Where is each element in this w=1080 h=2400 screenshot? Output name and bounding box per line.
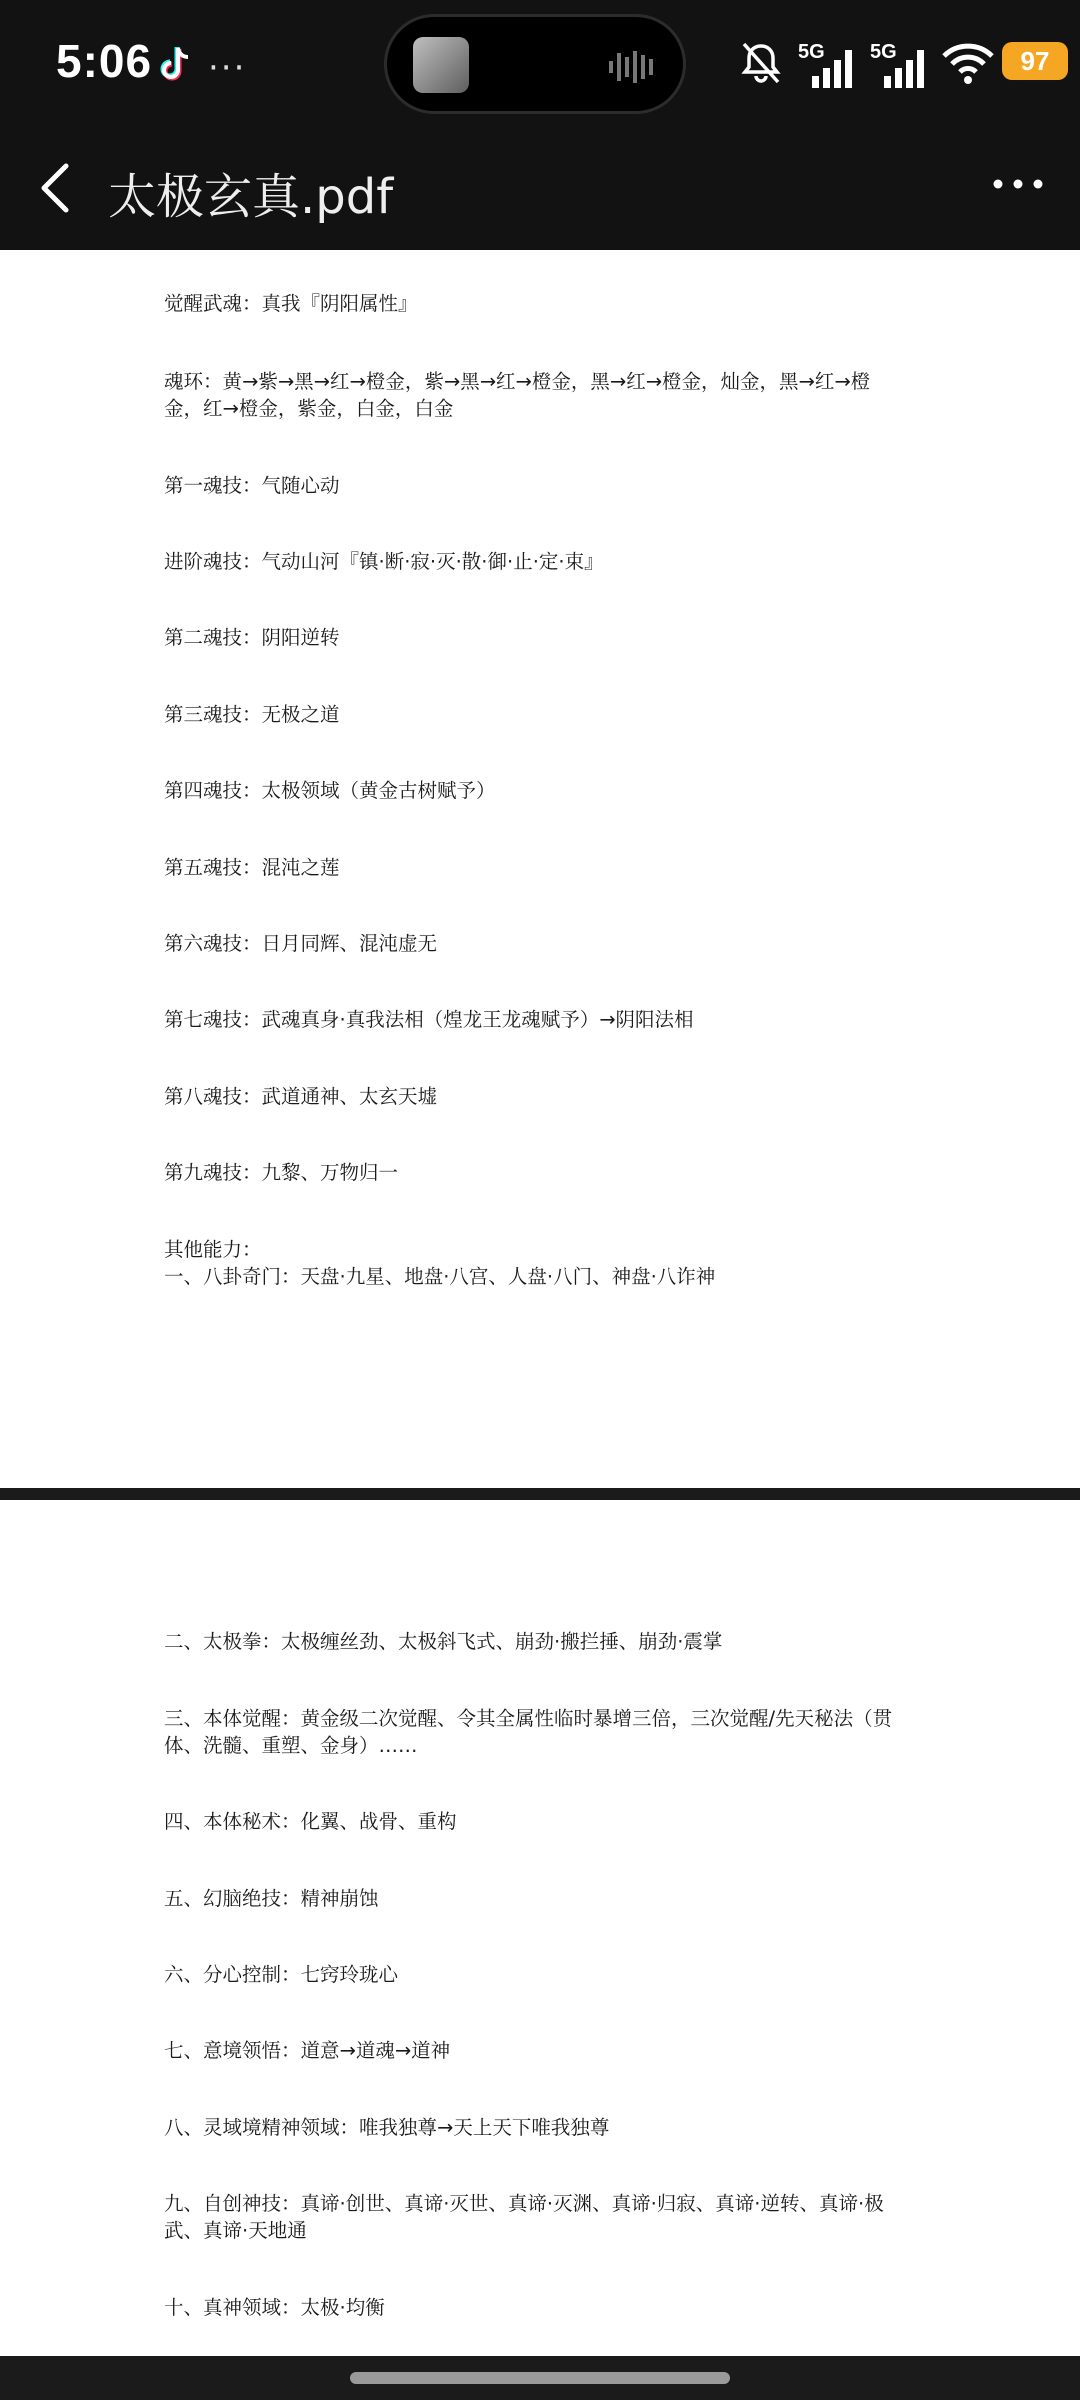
text-line: 第六魂技：日月同辉、混沌虚无 <box>164 932 438 955</box>
text-line: 第三魂技：无极之道 <box>164 703 340 726</box>
text-line: 第五魂技：混沌之莲 <box>164 856 340 879</box>
pdf-page-1[interactable] <box>0 250 1080 1488</box>
text-line: 其他能力： 一、八卦奇门：天盘·九星、地盘·八宫、人盘·八门、神盘·八诈神 <box>164 1238 716 1288</box>
text-line: 十、真神领域：太极·均衡 <box>164 2296 385 2319</box>
audio-wave-icon <box>607 47 655 87</box>
cellular-signal-icon <box>798 38 860 92</box>
text-line: 六、分心控制：七窍玲珑心 <box>164 1963 399 1986</box>
network-label-2: 5G <box>870 41 897 63</box>
network-label-1: 5G <box>798 41 825 63</box>
text-line: 第九魂技：九黎、万物归一 <box>164 1161 399 1184</box>
text-line: 第一魂技：气随心动 <box>164 474 340 497</box>
home-indicator[interactable] <box>350 2372 730 2384</box>
back-arrow-icon[interactable] <box>36 158 76 218</box>
text-line: 八、灵域境精神领域：唯我独尊→天上天下唯我独尊 <box>164 2116 610 2139</box>
text-line: 三、本体觉醒：黄金级二次觉醒、令其全属性临时暴增三倍，三次觉醒/先天秘法（贯 体、洗髓、重塑、金身）…… <box>164 1707 893 1757</box>
page-separator <box>0 1488 1080 1500</box>
more-options-icon[interactable] <box>992 174 1044 194</box>
text-line: 进阶魂技：气动山河『镇·断·寂·灭·散·御·止·定·束』 <box>164 550 604 573</box>
status-time: 5:06 <box>56 35 153 87</box>
text-line: 魂环：黄→紫→黑→红→橙金，紫→黑→红→橙金，黑→红→橙金，灿金，黑→红→橙 金，红→橙金，紫金，白金，白金 <box>164 370 871 420</box>
cellular-signal-2-icon <box>870 38 932 92</box>
text-line: 九、自创神技：真谛·创世、真谛·灭世、真谛·灭渊、真谛·归寂、真谛·逆转、真谛·极 武、真谛·天地通 <box>164 2192 884 2242</box>
text-line: 七、意境领悟：道意→道魂→道神 <box>164 2039 451 2062</box>
text-line: 觉醒武魂：真我『阴阳属性』 <box>164 292 418 315</box>
text-line: 五、幻脑绝技：精神崩蚀 <box>164 1887 379 1910</box>
wifi-icon <box>942 42 994 84</box>
text-line: 第八魂技：武道通神、太玄天墟 <box>164 1085 438 1108</box>
media-thumbnail <box>413 37 469 93</box>
tiktok-icon <box>158 44 194 84</box>
status-more-dots: ··· <box>208 48 247 88</box>
pdf-page-2[interactable] <box>0 1500 1080 2356</box>
bell-muted-icon <box>738 40 784 86</box>
dynamic-island[interactable] <box>384 14 686 114</box>
status-bar <box>0 0 1080 128</box>
app-bar <box>0 128 1080 250</box>
text-line: 第二魂技：阴阳逆转 <box>164 626 340 649</box>
text-line: 二、太极拳：太极缠丝劲、太极斜飞式、崩劲·搬拦捶、崩劲·震掌 <box>164 1630 723 1653</box>
text-line: 第四魂技：太极领域（黄金古树赋予） <box>164 779 496 802</box>
battery-indicator: 97 <box>1002 42 1068 80</box>
text-line: 四、本体秘术：化翼、战骨、重构 <box>164 1810 457 1833</box>
document-title: 太极玄真.pdf <box>108 169 394 225</box>
gesture-bar <box>0 2356 1080 2400</box>
text-line: 第七魂技：武魂真身·真我法相（煌龙王龙魂赋予）→阴阳法相 <box>164 1008 694 1031</box>
